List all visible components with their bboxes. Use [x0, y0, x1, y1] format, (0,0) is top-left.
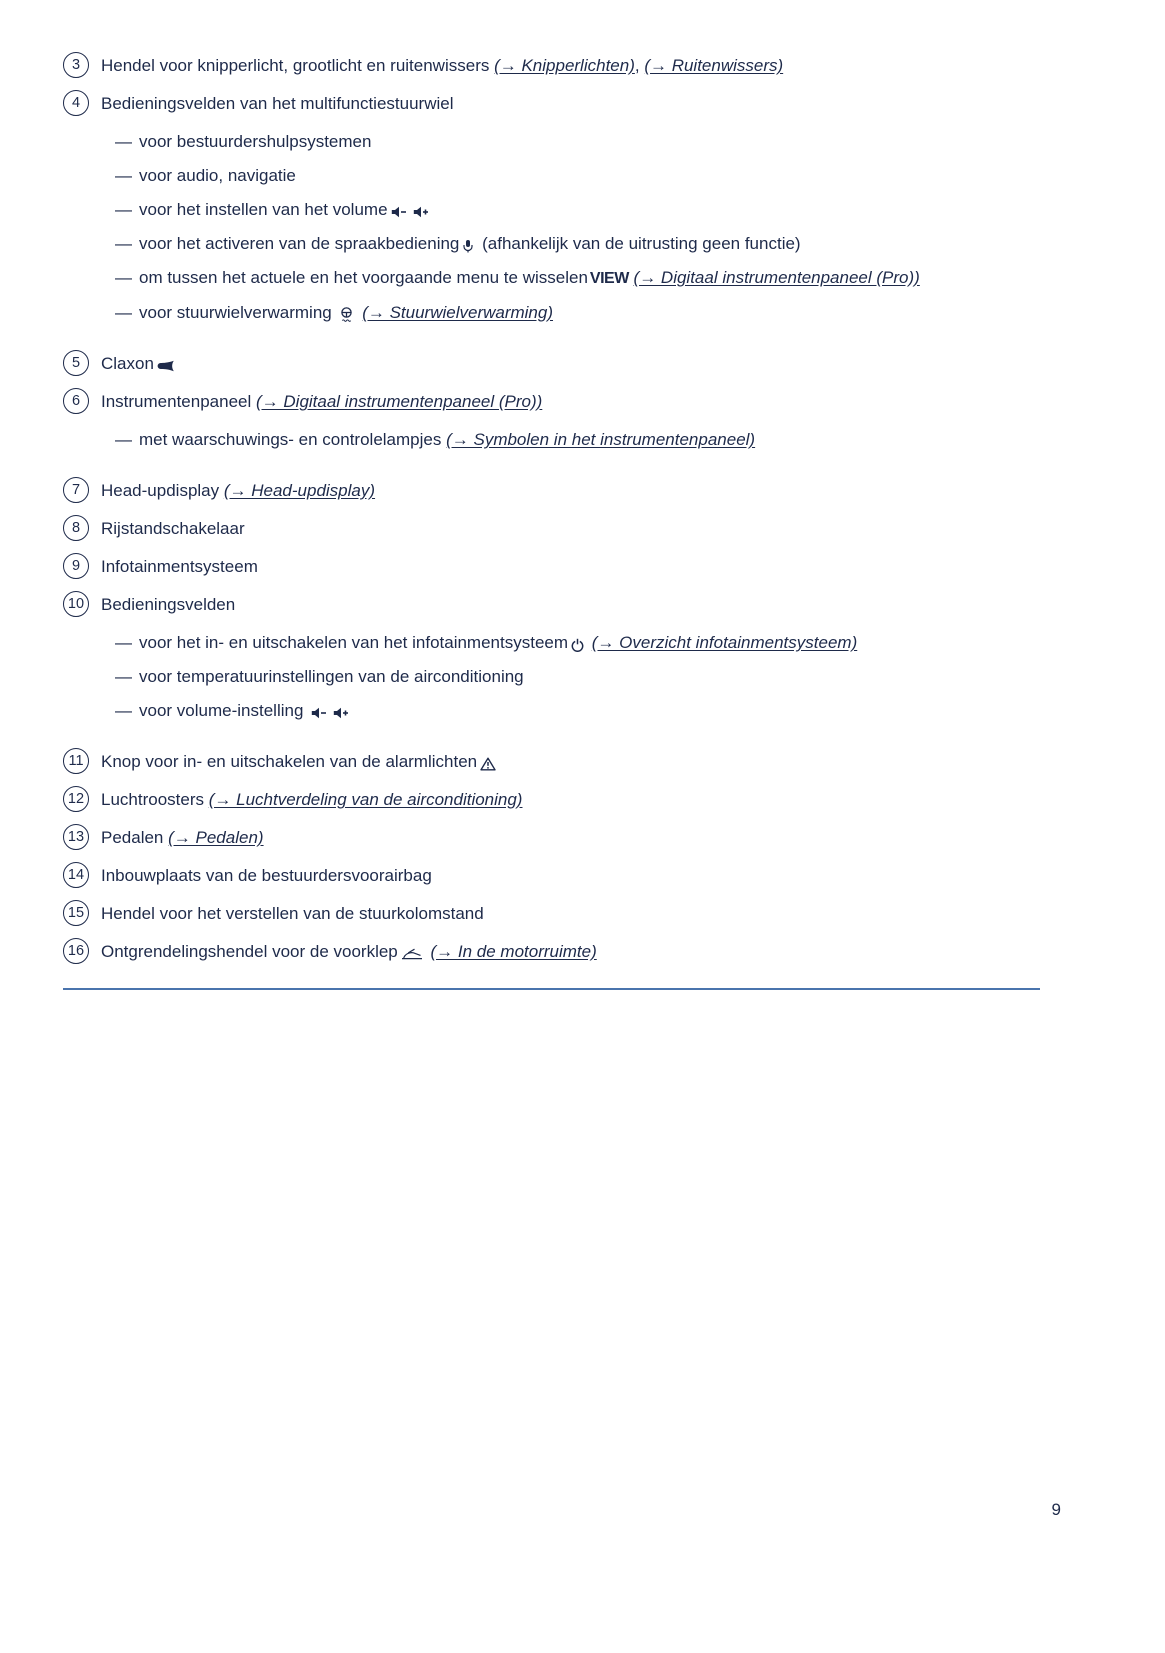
sub-item	[115, 428, 1043, 452]
text-run: voor temperatuurinstellingen van de airconditioning	[139, 667, 524, 686]
volume-up-icon	[413, 202, 429, 219]
dash-bullet: —	[115, 268, 132, 287]
item-number-badge: 16	[63, 938, 89, 964]
item-text	[101, 900, 484, 926]
dash-bullet: —	[115, 166, 132, 185]
item-text	[101, 515, 245, 541]
item-text	[101, 591, 235, 617]
sub-item	[115, 164, 1043, 188]
dash-bullet: —	[115, 430, 132, 449]
item-text	[101, 388, 542, 414]
text-run: voor het instellen van het volume	[139, 200, 388, 219]
text-run: met waarschuwings- en controlelampjes	[139, 430, 447, 449]
hazard-warning-icon	[480, 754, 496, 771]
text-run: voor audio, navigatie	[139, 166, 296, 185]
item-text	[101, 553, 258, 579]
dash-bullet: —	[115, 200, 132, 219]
item-number-badge: 12	[63, 786, 89, 812]
item-number-badge: 9	[63, 553, 89, 579]
text-run: Infotainmentsysteem	[101, 557, 258, 576]
text-run: voor bestuurdershulpsystemen	[139, 132, 372, 151]
text-run: Ontgrendelingshendel voor de voorklep	[101, 942, 398, 961]
sub-item	[115, 699, 1043, 723]
item-number-badge: 14	[63, 862, 89, 888]
list-item	[63, 748, 1043, 774]
item-text	[101, 748, 499, 774]
item-text	[101, 52, 783, 78]
sub-item-text	[139, 699, 352, 723]
cross-reference-link[interactable]: (→ Stuurwielverwarming)	[362, 303, 554, 322]
cross-reference-link[interactable]: (→ Overzicht infotainmentsysteem)	[591, 633, 858, 652]
text-run: Claxon	[101, 354, 154, 373]
cross-reference-link[interactable]: (→ Luchtverdeling van de airconditioning)	[208, 790, 523, 809]
sub-item-text	[139, 631, 857, 655]
text-run: Head-updisplay	[101, 481, 224, 500]
item-number-badge: 8	[63, 515, 89, 541]
cross-reference-link[interactable]: (→ Digitaal instrumentenpaneel (Pro))	[256, 392, 543, 411]
list-item	[63, 388, 1043, 414]
item-number-badge: 10	[63, 591, 89, 617]
dash-bullet: —	[115, 303, 132, 322]
volume-down-icon	[311, 703, 327, 720]
text-run: Instrumentenpaneel	[101, 392, 256, 411]
item-number-badge: 4	[63, 90, 89, 116]
list-item	[63, 90, 1043, 116]
text-run: voor stuurwielverwarming	[139, 303, 337, 322]
power-icon	[571, 635, 584, 652]
items-list	[63, 52, 1043, 990]
sub-item-text	[139, 198, 432, 222]
item-text	[101, 90, 453, 116]
item-number-badge: 11	[63, 748, 89, 774]
cross-reference-link[interactable]: (→ Knipperlichten)	[494, 56, 635, 75]
item-number-badge: 3	[63, 52, 89, 78]
text-run: Bedieningsvelden van het multifunctiestuurwiel	[101, 94, 454, 113]
sub-item	[115, 130, 1043, 154]
text-run: Pedalen	[101, 828, 169, 847]
volume-up-icon	[333, 703, 349, 720]
sub-item-text	[139, 130, 371, 154]
text-run: Inbouwplaats van de bestuurdersvoorairbag	[101, 866, 432, 885]
volume-down-icon	[391, 202, 407, 219]
list-item	[63, 553, 1043, 579]
item-text	[101, 938, 597, 964]
item-number-badge: 7	[63, 477, 89, 503]
list-item	[63, 515, 1043, 541]
text-run: Bedieningsvelden	[101, 595, 236, 614]
list-item	[63, 786, 1043, 812]
list-item	[63, 900, 1043, 926]
horn-icon	[157, 356, 175, 373]
voice-control-icon	[462, 236, 474, 253]
list-item	[63, 591, 1043, 617]
item-text	[101, 824, 264, 850]
sub-item-text	[139, 232, 801, 256]
item-text	[101, 786, 522, 812]
text-run: Rijstandschakelaar	[101, 519, 245, 538]
item-text	[101, 477, 375, 503]
item-text	[101, 350, 178, 376]
item-number-badge: 13	[63, 824, 89, 850]
cross-reference-link[interactable]: (→ Head-updisplay)	[223, 481, 376, 500]
section-divider	[63, 988, 1040, 990]
sub-item-text	[139, 301, 553, 325]
sub-item	[115, 665, 1043, 689]
sub-item-text	[139, 665, 524, 689]
item-number-badge: 6	[63, 388, 89, 414]
sub-item-text	[139, 428, 755, 452]
sub-item	[115, 266, 1043, 291]
dash-bullet: —	[115, 234, 132, 253]
cross-reference-link[interactable]: (→ Ruitenwissers)	[644, 56, 784, 75]
cross-reference-link[interactable]: (→ Digitaal instrumentenpaneel (Pro))	[633, 268, 920, 287]
item-text	[101, 862, 432, 888]
view-button-label: VIEW	[589, 270, 629, 287]
text-run: Hendel voor knipperlicht, grootlicht en ruitenwissers	[101, 56, 495, 75]
text-run: voor volume-instelling	[139, 701, 309, 720]
text-run: voor het activeren van de spraakbediening	[139, 234, 460, 253]
list-item	[63, 938, 1043, 964]
list-item	[63, 862, 1043, 888]
text-run: ,	[634, 56, 645, 75]
dash-bullet: —	[115, 701, 132, 720]
sub-item-text	[139, 266, 920, 291]
list-item	[63, 52, 1043, 78]
page-number: 9	[1051, 1500, 1061, 1519]
list-item	[63, 477, 1043, 503]
sub-item	[115, 198, 1043, 222]
steering-wheel-heating-icon	[339, 305, 354, 323]
text-run: Hendel voor het verstellen van de stuurkolomstand	[101, 904, 484, 923]
text-run: voor het in- en uitschakelen van het infotainmentsysteem	[139, 633, 569, 652]
text-run: Knop voor in- en uitschakelen van de alarmlichten	[101, 752, 478, 771]
list-item	[63, 824, 1043, 850]
text-run: Luchtroosters	[101, 790, 209, 809]
sub-item-text	[139, 164, 296, 188]
sub-item	[115, 301, 1043, 325]
item-number-badge: 5	[63, 350, 89, 376]
sub-item	[115, 631, 1043, 655]
sub-item	[115, 232, 1043, 256]
cross-reference-link[interactable]: (→ Pedalen)	[168, 828, 264, 847]
dash-bullet: —	[115, 667, 132, 686]
text-run: om tussen het actuele en het voorgaande menu te wisselen	[139, 268, 588, 287]
cross-reference-link[interactable]: (→ In de motorruimte)	[430, 942, 597, 961]
dash-bullet: —	[115, 132, 132, 151]
cross-reference-link[interactable]: (→ Symbolen in het instrumentenpaneel)	[446, 430, 756, 449]
dash-bullet: —	[115, 633, 132, 652]
item-number-badge: 15	[63, 900, 89, 926]
text-run: (afhankelijk van de uitrusting geen functie)	[477, 234, 801, 253]
list-item	[63, 350, 1043, 376]
hood-release-icon	[401, 944, 423, 961]
